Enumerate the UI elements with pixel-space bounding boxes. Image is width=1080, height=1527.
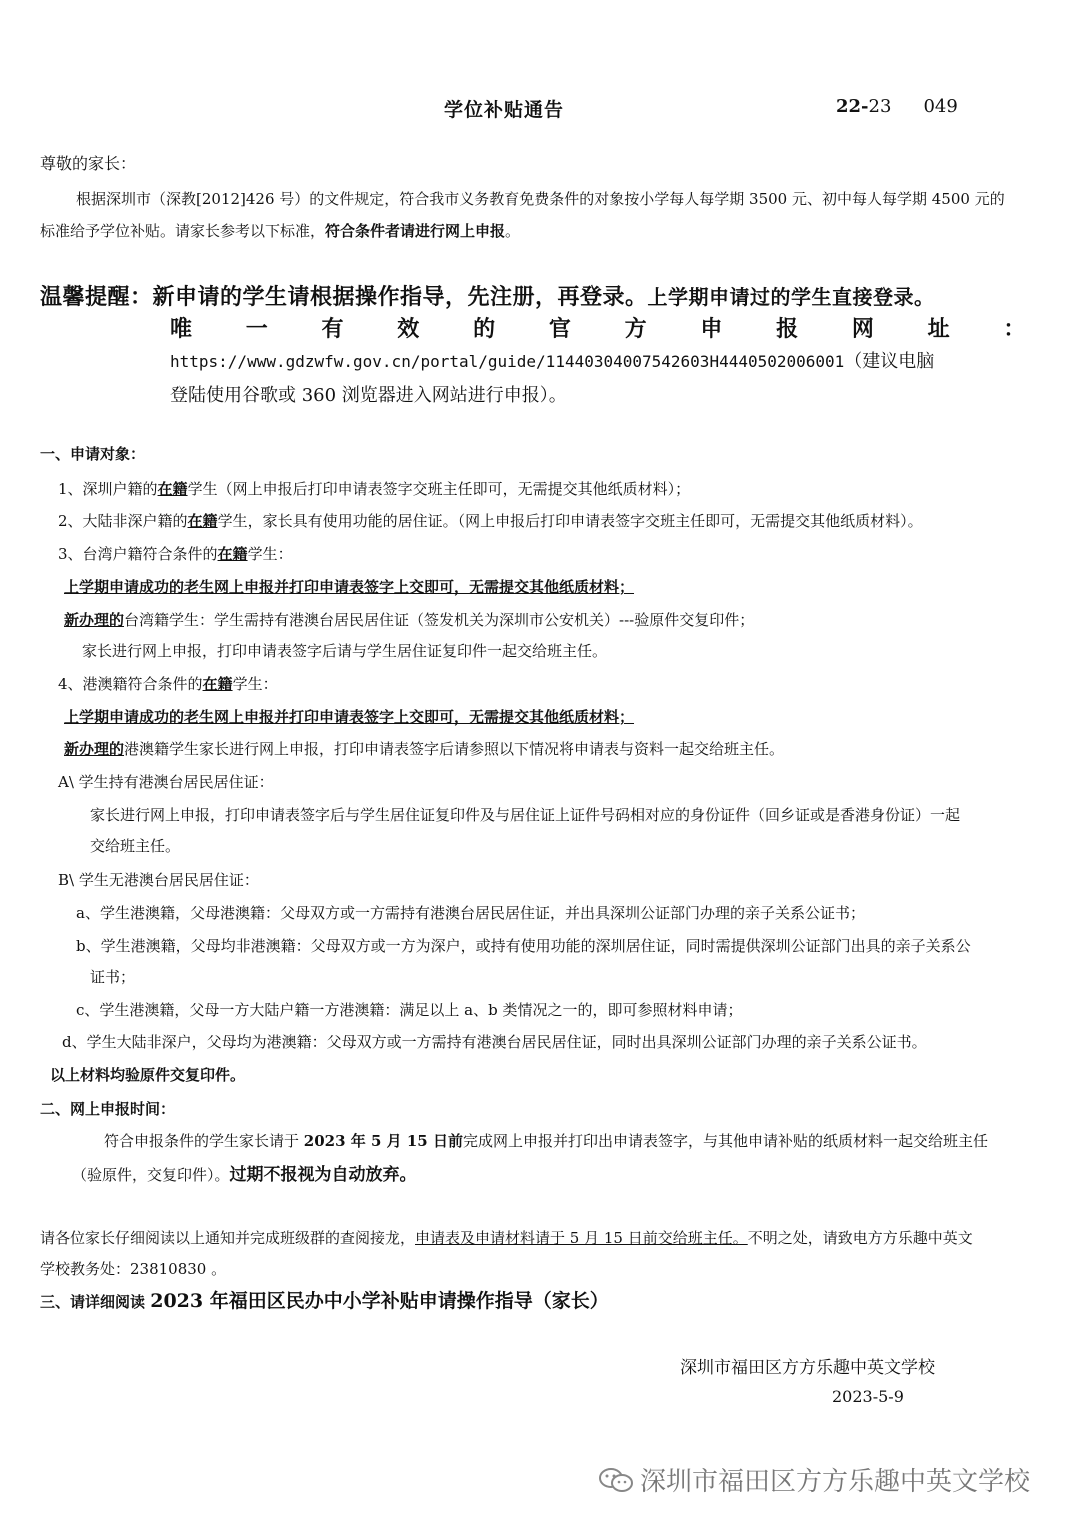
notice-number: 22-23 049 — [836, 96, 958, 117]
case-b-c: c、学生港澳籍，父母一方大陆户籍一方港澳籍：满足以上 a、b 类情况之一的，即可参照材料申请； — [76, 1001, 743, 1019]
url-note: 登陆使用谷歌或 360 浏览器进入网站进行申报）。 — [170, 385, 567, 406]
signature-date: 2023-5-9 — [832, 1387, 904, 1406]
section1-item3-old: 上学期申请成功的老生网上申报并打印申请表签字上交即可，无需提交其他纸质材料； — [64, 578, 635, 596]
closing-line-1: 请各位家长仔细阅读以上通知并完成班级群的查阅接龙，申请表及申请材料请于 5 月 15 日前交给班主任。不明之处，请致电方方乐趣中英文 — [40, 1229, 973, 1247]
case-a-text-2: 交给班主任。 — [90, 837, 181, 855]
closing-line-2: 学校教务处：23810830 。 — [40, 1260, 227, 1278]
section1-item4-new: 新办理的港澳籍学生家长进行网上申报，打印申请表签字后请参照以下情况将申请表与资料一起交给班主任。 — [64, 740, 785, 758]
reminder-line: 温馨提醒：新申请的学生请根据操作指导，先注册，再登录。上学期申请过的学生直接登录。 — [40, 284, 935, 310]
section2-heading: 二、网上申报时间： — [40, 1100, 176, 1118]
section1-item4-old: 上学期申请成功的老生网上申报并打印申请表签字上交即可，无需提交其他纸质材料； — [64, 708, 635, 726]
official-site-label: 唯 一 有 效 的 官 方 申 报 网 址 ： — [170, 316, 1026, 342]
section1-item2: 2、大陆非深户籍的在籍学生，家长具有使用功能的居住证。（网上申报后打印申请表签字交班主任即可，无需提交其他纸质材料）。 — [58, 512, 923, 530]
case-b-a: a、学生港澳籍，父母港澳籍：父母双方或一方需持有港澳台居民居住证，并出具深圳公证部门办理的亲子关系公证书； — [76, 904, 865, 922]
section1-heading: 一、申请对象： — [40, 445, 146, 463]
wechat-icon — [598, 1466, 634, 1494]
official-url-link[interactable]: https://www.gdzwfw.gov.cn/portal/guide/11440304007542603H4440502006001 — [170, 352, 845, 371]
case-b-b-1: b、学生港澳籍，父母均非港澳籍：父母双方或一方为深户，或持有使用功能的深圳居住证，同时需提供深圳公证部门出具的亲子关系公 — [76, 937, 971, 955]
verify-note: 以上材料均验原件交复印件。 — [50, 1066, 246, 1084]
watermark — [598, 1461, 1030, 1498]
section1-item3-parent: 家长进行网上申报，打印申请表签字后请与学生居住证复印件一起交给班主任。 — [82, 642, 608, 660]
section1-item4: 4、港澳籍符合条件的在籍学生： — [58, 675, 278, 693]
section2-line-2: （验原件，交复印件）。过期不报视为自动放弃。 — [72, 1165, 417, 1185]
section2-line-1: 符合申报条件的学生家长请于 2023 年 5 月 15 日前完成网上申报并打印出申请表签字，与其他申请补贴的纸质材料一起交给班主任 — [104, 1132, 988, 1150]
greeting: 尊敬的家长： — [40, 154, 137, 173]
section1-item3-new: 新办理的台湾籍学生：学生需持有港澳台居民居住证（签发机关为深圳市公安机关）---验原件交复印件； — [64, 611, 755, 629]
intro-line-1: 根据深圳市（深教[2012]426 号）的文件规定，符合我市义务教育免费条件的对象按小学每人每学期 3500 元、初中每人每学期 4500 元的 — [76, 190, 1005, 208]
section1-item1: 1、深圳户籍的在籍学生（网上申报后打印申请表签字交班主任即可，无需提交其他纸质材料）； — [58, 480, 691, 498]
case-b-b-2: 证书； — [90, 968, 136, 986]
section1-item3: 3、台湾户籍符合条件的在籍学生： — [58, 545, 293, 563]
watermark-text: 深圳市福田区方方乐趣中英文学校 — [640, 1467, 1031, 1497]
case-a-heading: A\ 学生持有港澳台居民居住证： — [58, 773, 274, 791]
case-a-text-1: 家长进行网上申报，打印申请表签字后与学生居住证复印件及与居住证上证件号码相对应的身份证件（回乡证或是香港身份证）一起 — [90, 806, 961, 824]
case-b-heading: B\ 学生无港澳台居民居住证： — [58, 871, 259, 889]
notice-title: 学位补贴通告 — [444, 99, 565, 121]
case-b-d: d、学生大陆非深户，父母均为港澳籍：父母双方或一方需持有港澳台居民居住证，同时出具深圳公证部门办理的亲子关系公证书。 — [62, 1033, 927, 1051]
intro-line-2: 标准给予学位补贴。请家长参考以下标准，符合条件者请进行网上申报。 — [40, 222, 521, 240]
section3-heading: 三、请详细阅读 2023 年福田区民办中小学补贴申请操作指导（家长） — [40, 1290, 609, 1312]
signature-school: 深圳市福田区方方乐趣中英文学校 — [680, 1358, 935, 1378]
url-line: https://www.gdzwfw.gov.cn/portal/guide/11440304007542603H4440502006001（建议电脑 — [170, 351, 935, 372]
